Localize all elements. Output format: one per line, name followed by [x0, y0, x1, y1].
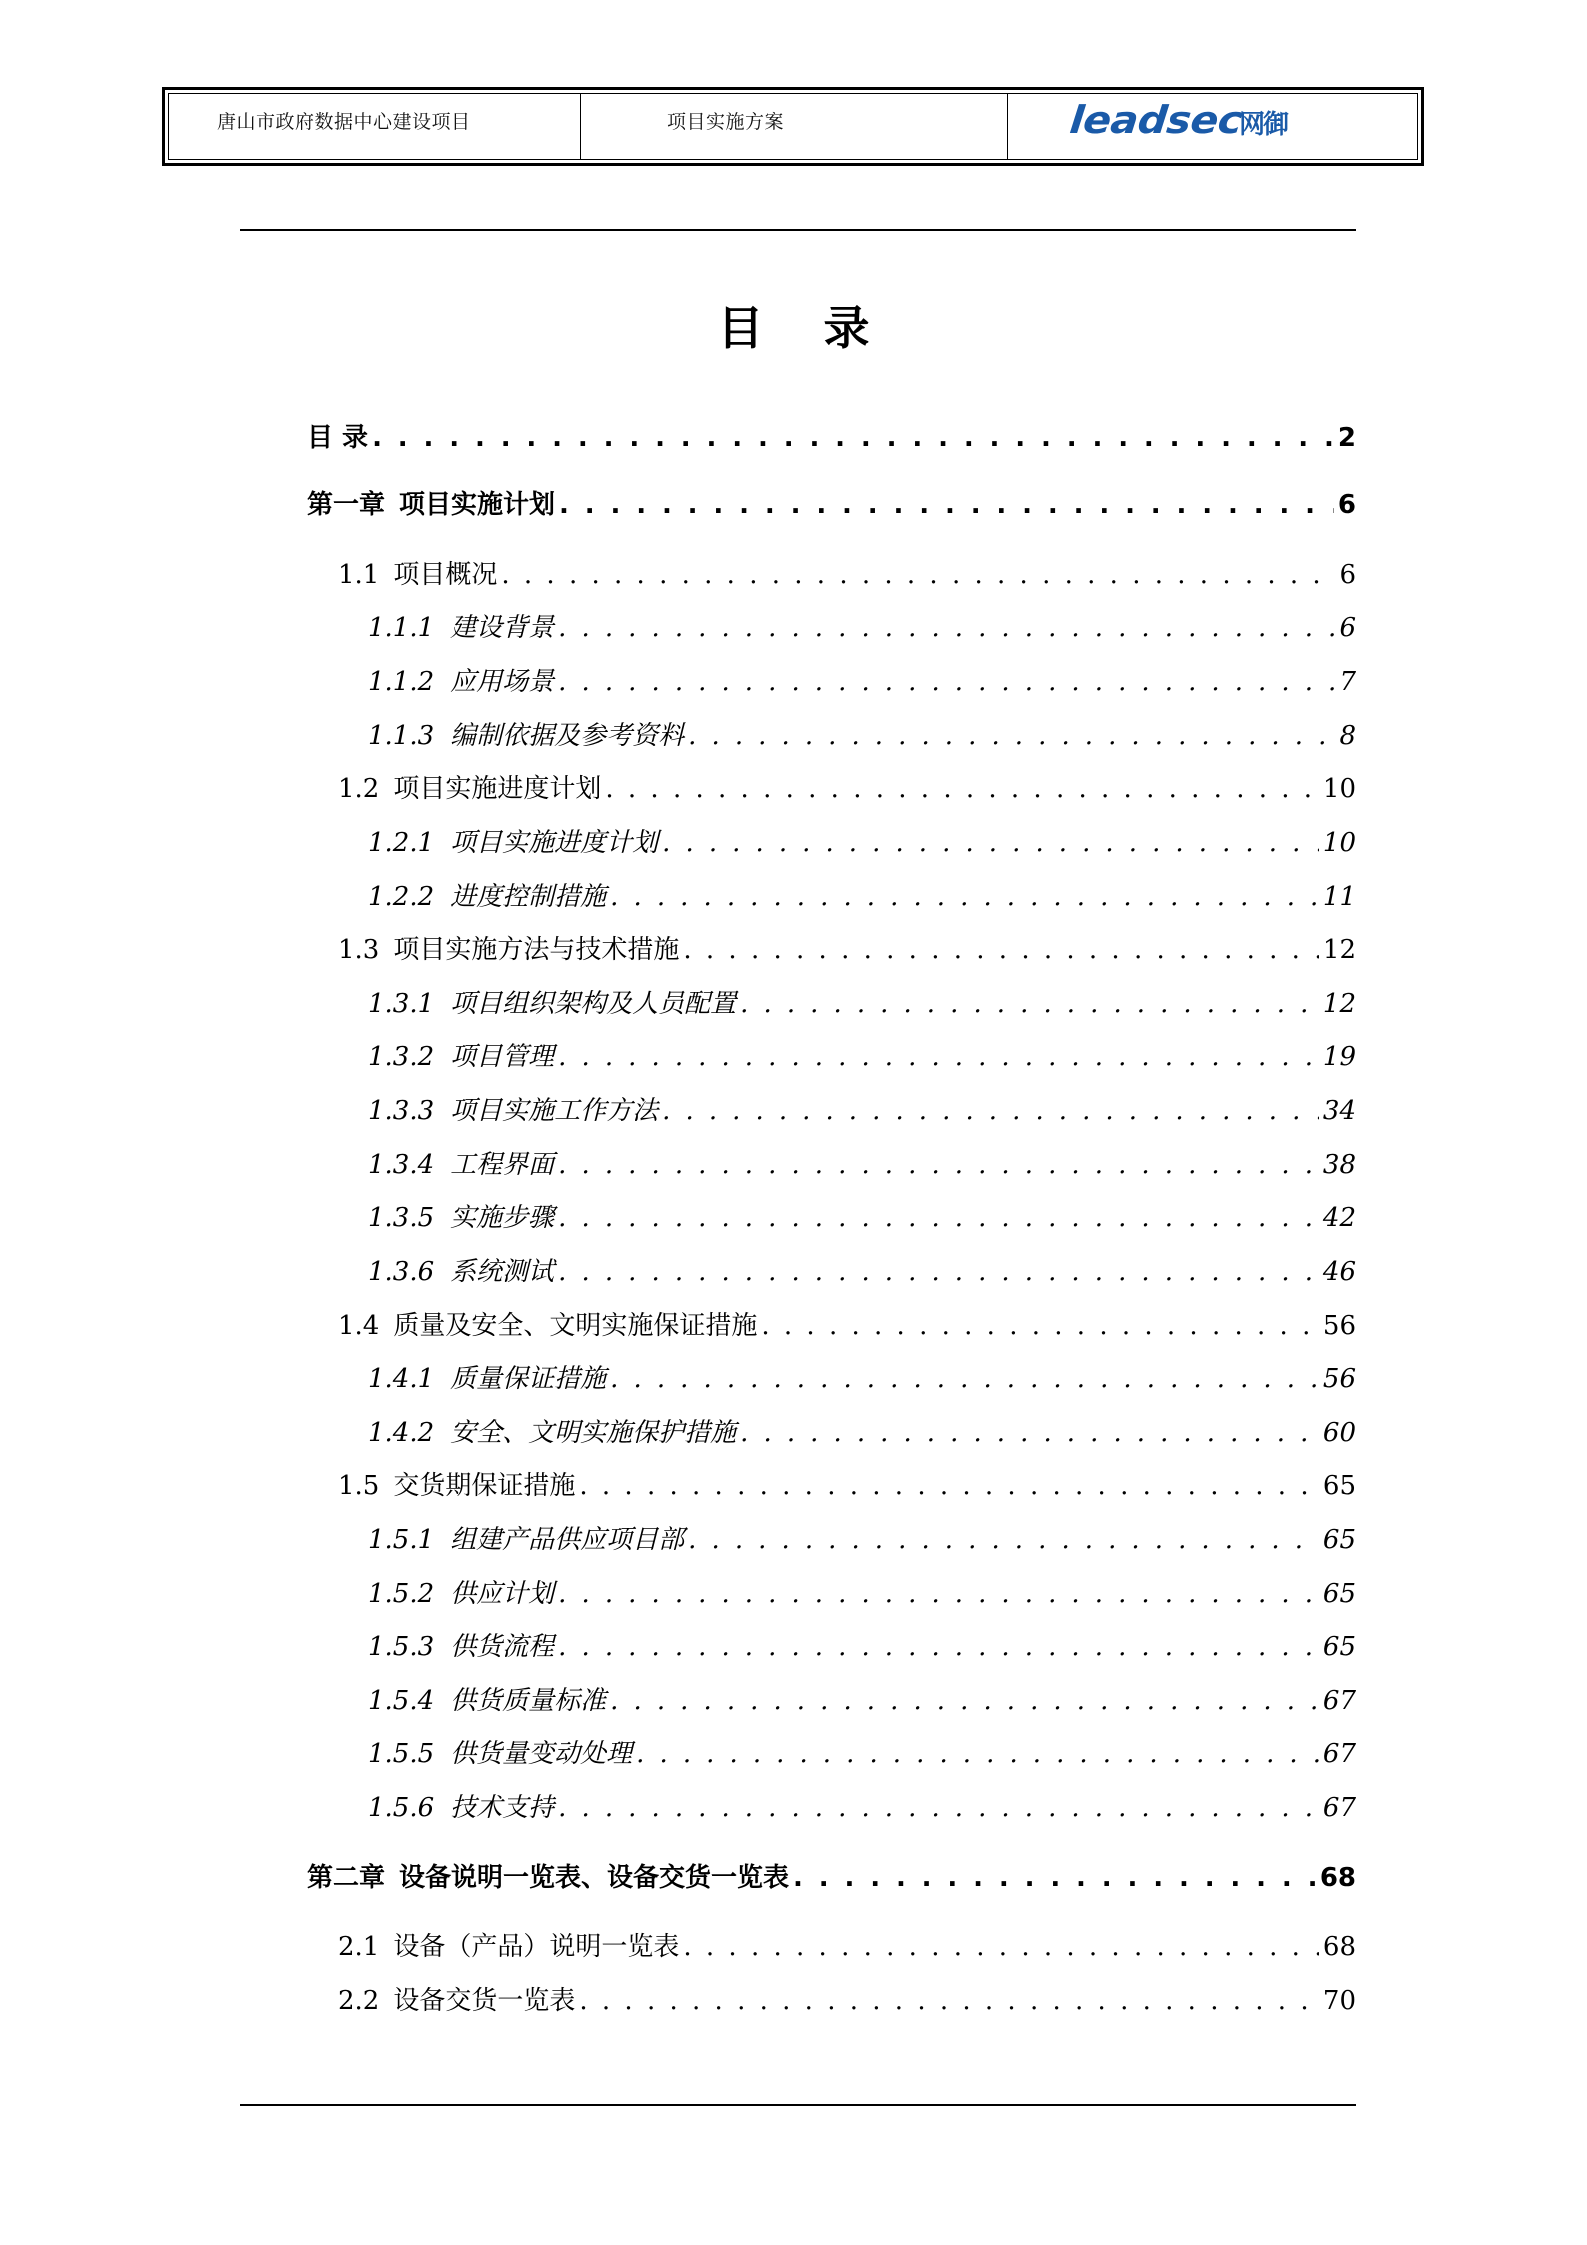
toc-entry-label — [338, 1983, 575, 2019]
toc-entry-label — [368, 1629, 554, 1665]
toc-page-number: 56 — [1322, 1364, 1356, 1394]
dot-leader — [558, 610, 1334, 646]
toc-entry-text: 质量及安全、文明实施保证措施 — [393, 1311, 758, 1341]
toc-entry[interactable] — [338, 557, 1356, 593]
toc-entry-label — [368, 1093, 658, 1129]
toc-entry-label — [307, 1860, 789, 1896]
toc-entry-label — [368, 1736, 632, 1772]
toc-entry-number: 1.3 — [338, 935, 380, 965]
toc-entry[interactable] — [368, 1629, 1356, 1665]
toc-entry-number: 1.5.3 — [368, 1632, 435, 1662]
dot-leader — [558, 1039, 1319, 1075]
toc-entry-number: 1.5.2 — [368, 1579, 435, 1609]
toc-entry-number: 1.2 — [338, 774, 380, 804]
toc-entry[interactable] — [368, 825, 1356, 861]
toc-entry-text: 项目实施进度计划 — [393, 774, 602, 804]
toc-entry[interactable] — [368, 1361, 1356, 1397]
toc-page-number: 6 — [1339, 613, 1356, 643]
toc-page-number: 19 — [1322, 1042, 1356, 1072]
toc-entry-text: 项目实施进度计划 — [450, 828, 659, 858]
toc-page-number: 34 — [1322, 1096, 1356, 1126]
toc-entry-text: 供应计划 — [450, 1579, 555, 1609]
logo-cjk-text: 网御 — [1239, 109, 1288, 140]
toc-entry-label — [368, 1522, 684, 1558]
dot-leader — [610, 879, 1319, 915]
toc-entry-number: 1.4 — [338, 1311, 380, 1341]
toc-entry[interactable] — [368, 1415, 1356, 1451]
toc-page-number: 67 — [1322, 1793, 1356, 1823]
toc-page-number: 10 — [1322, 774, 1356, 804]
toc-entry-label — [338, 771, 601, 807]
toc-entry[interactable] — [368, 1576, 1356, 1612]
toc-entry-label — [368, 718, 684, 754]
toc-entry-number: 1.1.2 — [368, 667, 435, 697]
toc-page-number: 68 — [1322, 1932, 1356, 1962]
toc-entry-label — [368, 1415, 736, 1451]
toc-entry-label — [338, 1468, 575, 1504]
toc-entry-number: 1.2.1 — [368, 828, 435, 858]
toc-entry[interactable] — [307, 1860, 1356, 1896]
toc-entry-number: 1.3.3 — [368, 1096, 435, 1126]
toc-entry[interactable] — [368, 718, 1356, 754]
toc-entry-text: 交货期保证措施 — [393, 1471, 576, 1501]
toc-entry-label — [307, 487, 555, 523]
toc-entry-label — [368, 825, 658, 861]
toc-entry-text: 设备交货一览表 — [393, 1986, 576, 2016]
toc-page-number: 6 — [1337, 490, 1356, 520]
toc-entry-label — [368, 1254, 554, 1290]
toc-entry-number: 1.4.1 — [368, 1364, 435, 1394]
toc-entry-label — [368, 610, 554, 646]
dot-leader — [558, 664, 1334, 700]
dot-leader — [558, 1200, 1319, 1236]
toc-entry[interactable] — [368, 1200, 1356, 1236]
toc-entry-text: 系统测试 — [450, 1257, 555, 1287]
toc-entry-text: 项目实施计划 — [399, 490, 556, 520]
toc-entry-text: 设备说明一览表、设备交货一览表 — [399, 1863, 790, 1893]
toc-entry-text: 项目概况 — [393, 560, 498, 590]
toc-page-number: 68 — [1319, 1863, 1356, 1893]
toc-entry[interactable] — [368, 1790, 1356, 1826]
toc-entry-text: 建设背景 — [450, 613, 555, 643]
toc-entry-number: 1.5.1 — [368, 1525, 435, 1555]
dot-leader — [558, 1629, 1319, 1665]
dot-leader — [372, 420, 1334, 456]
toc-page-number: 65 — [1322, 1525, 1356, 1555]
logo-latin-text: leadsec — [1067, 97, 1245, 142]
toc-entry-text: 技术支持 — [450, 1793, 555, 1823]
dot-leader — [688, 1522, 1319, 1558]
toc-entry-text: 项目实施方法与技术措施 — [393, 935, 680, 965]
toc-page-number: 56 — [1322, 1311, 1356, 1341]
toc-page-number: 70 — [1322, 1986, 1356, 2016]
dot-leader — [558, 1147, 1319, 1183]
dot-leader — [740, 1415, 1319, 1451]
toc-entry-text: 供货流程 — [450, 1632, 555, 1662]
toc-entry-text: 供货质量标准 — [450, 1686, 607, 1716]
toc-entry[interactable] — [368, 986, 1356, 1022]
toc-entry-number: 1.5.5 — [368, 1739, 435, 1769]
toc-page-number: 12 — [1322, 989, 1356, 1019]
toc-entry-label — [368, 1039, 554, 1075]
toc-entry-label — [368, 879, 606, 915]
page-title: 目 录 — [717, 301, 892, 355]
toc-entry-label — [368, 1790, 554, 1826]
toc-entry[interactable] — [338, 1929, 1356, 1965]
toc-entry-text: 进度控制措施 — [450, 882, 607, 912]
toc-entry[interactable] — [368, 664, 1356, 700]
dot-leader — [662, 825, 1319, 861]
toc-entry-number: 1.1.1 — [368, 613, 435, 643]
toc-entry-label — [368, 664, 554, 700]
toc-page-number: 65 — [1322, 1632, 1356, 1662]
toc-entry-number: 2.2 — [338, 1986, 380, 2016]
toc-page-number: 7 — [1339, 667, 1356, 697]
toc-page-number: 60 — [1322, 1418, 1356, 1448]
toc-entry[interactable] — [338, 932, 1356, 968]
header-doc-type-cell — [581, 94, 1008, 159]
dot-leader — [558, 1576, 1319, 1612]
header-table — [168, 93, 1418, 160]
toc-entry-number: 1.1.3 — [368, 721, 435, 751]
toc-entry-number: 1.5 — [338, 1471, 380, 1501]
toc-entry-text: 质量保证措施 — [450, 1364, 607, 1394]
toc-entry[interactable] — [338, 771, 1356, 807]
toc-entry[interactable] — [368, 1039, 1356, 1075]
toc-entry-text: 应用场景 — [450, 667, 555, 697]
toc-page-number: 65 — [1322, 1471, 1356, 1501]
toc-entry-text: 项目组织架构及人员配置 — [450, 989, 737, 1019]
dot-leader — [579, 1983, 1319, 2019]
dot-leader — [559, 487, 1334, 523]
toc-page-number: 65 — [1322, 1579, 1356, 1609]
toc-entry-number: 1.4.2 — [368, 1418, 435, 1448]
toc-entry-text: 编制依据及参考资料 — [450, 721, 685, 751]
toc-entry[interactable] — [368, 1683, 1356, 1719]
toc-page-number: 10 — [1322, 828, 1356, 858]
toc-entry-label — [338, 1929, 679, 1965]
toc-entry[interactable] — [368, 879, 1356, 915]
dot-leader — [558, 1254, 1319, 1290]
dot-leader — [636, 1736, 1319, 1772]
toc-entry-number: 1.3.6 — [368, 1257, 435, 1287]
toc-page-number: 46 — [1322, 1257, 1356, 1287]
header-project-name: 唐山市政府数据中心建设项目 — [217, 111, 471, 133]
toc-entry[interactable] — [368, 1254, 1356, 1290]
toc-entry-label — [368, 1576, 554, 1612]
toc-entry-label — [338, 932, 679, 968]
toc-page-number: 11 — [1322, 882, 1356, 912]
toc-page-number: 12 — [1322, 935, 1356, 965]
toc-entry-text: 目 录 — [307, 423, 369, 453]
toc-page-number: 42 — [1322, 1203, 1356, 1233]
toc-entry-text: 安全、文明实施保护措施 — [450, 1418, 737, 1448]
dot-leader — [610, 1361, 1319, 1397]
dot-leader — [761, 1308, 1319, 1344]
toc-entry-label — [338, 557, 497, 593]
footer-rule — [240, 2104, 1356, 2106]
toc-entry-label — [368, 1200, 554, 1236]
dot-leader — [740, 986, 1319, 1022]
toc-entry-label — [368, 1361, 606, 1397]
toc-entry-label — [368, 1147, 554, 1183]
toc-entry[interactable] — [368, 610, 1356, 646]
dot-leader — [501, 557, 1334, 593]
dot-leader — [610, 1683, 1319, 1719]
toc-entry[interactable] — [307, 487, 1356, 523]
toc-page-number: 67 — [1322, 1739, 1356, 1769]
toc-entry-number: 1.5.6 — [368, 1793, 435, 1823]
toc-page-number: 8 — [1339, 721, 1356, 751]
toc-entry-number: 1.3.2 — [368, 1042, 435, 1072]
toc-entry-text: 设备（产品）说明一览表 — [393, 1932, 680, 1962]
toc-page-number: 38 — [1322, 1150, 1356, 1180]
toc-entry-label — [368, 986, 736, 1022]
toc-entry[interactable] — [368, 1147, 1356, 1183]
dot-leader — [579, 1468, 1319, 1504]
toc-entry[interactable] — [307, 420, 1356, 456]
toc-entry[interactable] — [338, 1308, 1356, 1344]
toc-entry-number: 1.2.2 — [368, 882, 435, 912]
toc-entry-number: 1.1 — [338, 560, 380, 590]
header-project-name-cell — [169, 94, 581, 159]
toc-entry[interactable] — [368, 1093, 1356, 1129]
page-header — [162, 87, 1424, 166]
toc-entry-text: 组建产品供应项目部 — [450, 1525, 685, 1555]
dot-leader — [662, 1093, 1319, 1129]
toc-entry-number: 第二章 — [307, 1863, 386, 1893]
dot-leader — [683, 932, 1319, 968]
toc-entry-text: 项目管理 — [450, 1042, 555, 1072]
toc-entry[interactable] — [338, 1983, 1356, 2019]
toc-entry[interactable] — [338, 1468, 1356, 1504]
toc-page-number: 6 — [1339, 560, 1356, 590]
toc-entry-text: 供货量变动处理 — [450, 1739, 633, 1769]
toc-entry-number: 1.3.1 — [368, 989, 435, 1019]
toc-entry-number: 第一章 — [307, 490, 386, 520]
toc-entry[interactable] — [368, 1522, 1356, 1558]
leadsec-logo — [1067, 97, 1288, 142]
dot-leader — [793, 1860, 1316, 1896]
toc-entry[interactable] — [368, 1736, 1356, 1772]
toc-entry-number: 1.3.4 — [368, 1150, 435, 1180]
toc-entry-label — [338, 1308, 757, 1344]
toc-entry-text: 项目实施工作方法 — [450, 1096, 659, 1126]
toc-entry-number: 1.3.5 — [368, 1203, 435, 1233]
toc-page-number: 67 — [1322, 1686, 1356, 1716]
dot-leader — [605, 771, 1319, 807]
header-rule — [240, 229, 1356, 231]
toc-entry-text: 实施步骤 — [450, 1203, 555, 1233]
header-doc-type: 项目实施方案 — [667, 111, 785, 133]
toc-entry-label — [368, 1683, 606, 1719]
toc-page-number: 2 — [1337, 423, 1356, 453]
toc-entry-text: 工程界面 — [450, 1150, 555, 1180]
dot-leader — [558, 1790, 1319, 1826]
dot-leader — [683, 1929, 1319, 1965]
toc-entry-number: 1.5.4 — [368, 1686, 435, 1716]
dot-leader — [688, 718, 1334, 754]
header-logo-cell — [1008, 94, 1417, 159]
toc-entry-number: 2.1 — [338, 1932, 380, 1962]
